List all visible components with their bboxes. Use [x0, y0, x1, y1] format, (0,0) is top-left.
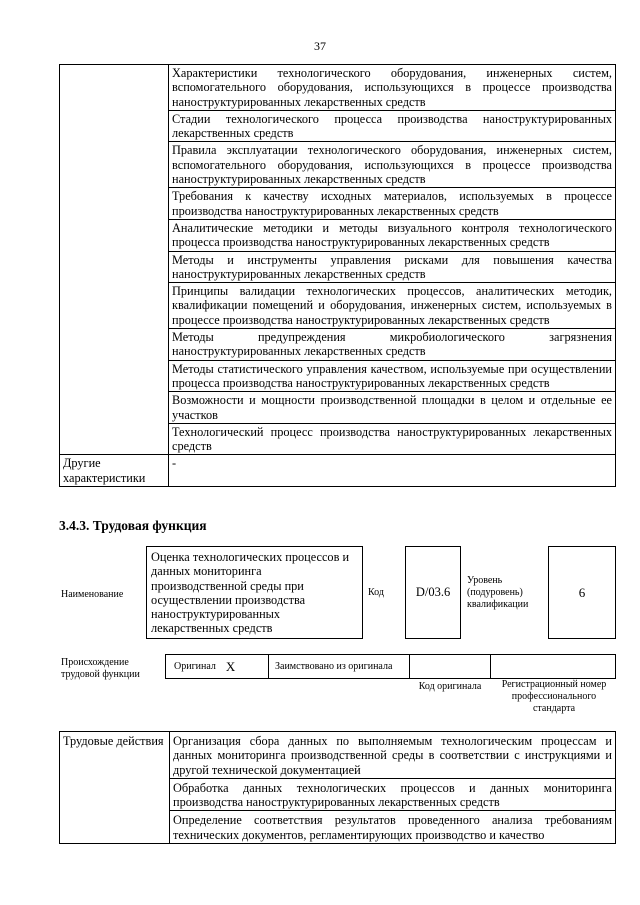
function-code: D/03.6 — [415, 585, 451, 599]
original-mark: X — [225, 658, 236, 674]
level-box — [548, 546, 616, 639]
level-value: 6 — [578, 584, 586, 600]
page-number: 37 — [314, 39, 326, 53]
action-item: Обработка данных технологических процессов и данных мониторинга производства наноструктурированных лекарственных средств — [170, 778, 616, 811]
table-row — [60, 732, 616, 779]
level-label: Уровень (подуровень) квалификации — [467, 575, 529, 610]
knowledge-item: Возможности и мощности производственной площадки в целом и отдельные ее участков — [169, 392, 616, 424]
table-row — [60, 65, 616, 111]
code-label: Код — [368, 587, 384, 598]
code-caption: Код оригинала — [418, 681, 482, 692]
action-item: Определение соответствия результатов проведенного анализа требованиям технических документов, регламентирующих производство и качество — [170, 811, 616, 844]
table-row — [60, 455, 616, 487]
knowledge-item: Методы статистического управления качеством, используемые при осуществлении процесса производства наноструктурированных лекарственных средств — [169, 360, 616, 392]
reg-caption: Регистрационный номер профессионального стандарта — [501, 679, 607, 714]
reg-number-cell — [490, 654, 616, 679]
original-label: Оригинал — [174, 660, 216, 672]
name-label: Наименование — [61, 589, 124, 600]
actions-table — [59, 731, 616, 844]
knowledge-item: Методы и инструменты управления рисками для повышения качества наноструктурированных лекарственных средств — [169, 251, 616, 283]
original-cell — [165, 654, 269, 679]
origin-label: Происхождение трудовой функции — [61, 657, 140, 680]
knowledge-item: Методы предупреждения микробиологического загрязнения наноструктурированных лекарственных средств — [169, 329, 616, 361]
other-label: Другие характеристики — [60, 455, 169, 487]
borrowed-cell — [268, 654, 410, 679]
knowledge-item: Стадии технологического процесса производства наноструктурированных лекарственных средств — [169, 110, 616, 142]
function-code-box — [405, 546, 461, 639]
knowledge-item: Технологический процесс производства наноструктурированных лекарственных средств — [169, 423, 616, 455]
row-label — [60, 65, 169, 455]
other-value: - — [169, 455, 616, 487]
action-item: Организация сбора данных по выполняемым технологическим процессам и данных мониторинга производственной среды в соответствии с инструкциями и другой технической документацией — [170, 732, 616, 779]
actions-label: Трудовые действия — [60, 732, 170, 844]
knowledge-item: Требования к качеству исходных материалов, используемых в процессе производства наноструктурированных лекарственных средств — [169, 188, 616, 220]
knowledge-item: Принципы валидации технологических процессов, аналитических методик, квалификации помещений и оборудования, инженерных систем, используемых в процессе производства наноструктурированных лекарственных средств — [169, 283, 616, 329]
knowledge-item: Характеристики технологического оборудования, инженерных систем, вспомогательного оборудования, использующихся в процессе производства наноструктурированных лекарственных средств — [169, 65, 616, 111]
section-title: 3.4.3. Трудовая функция — [59, 518, 207, 533]
borrowed-label: Заимствовано из оригинала — [275, 660, 393, 672]
knowledge-item: Правила эксплуатации технологического оборудования, инженерных систем, вспомогательного оборудования, использующихся в процессе производства наноструктурированных лекарственных средств — [169, 142, 616, 188]
knowledge-table — [59, 64, 616, 487]
function-name-box: Оценка технологических процессов и данных мониторинга производственной среды при осуществлении производства наноструктурированных лекарственных средств — [146, 546, 363, 639]
original-code-cell — [409, 654, 491, 679]
knowledge-item: Аналитические методики и методы визуального контроля технологического процесса производства наноструктурированных лекарственных средств — [169, 219, 616, 251]
